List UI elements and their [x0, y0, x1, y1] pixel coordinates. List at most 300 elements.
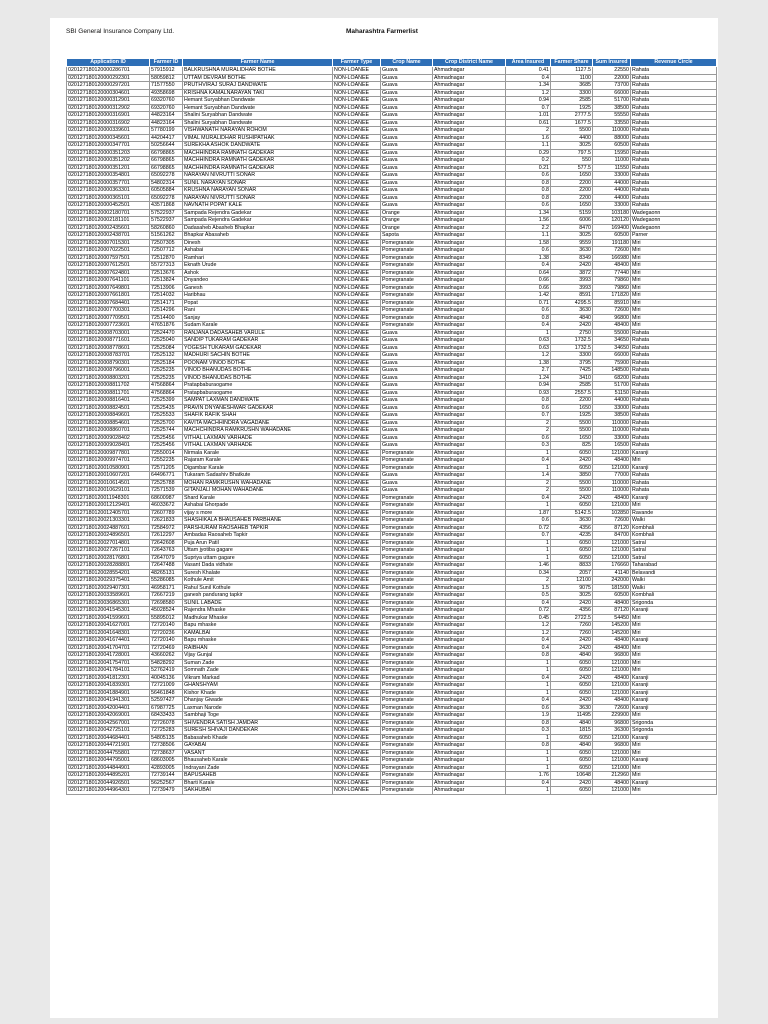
table-cell: 48265131 [150, 569, 183, 577]
table-cell: Ahmadnagar [433, 119, 506, 127]
table-cell: 2420 [551, 644, 593, 652]
table-cell: Hemant Suryabhan Dandwate [183, 104, 333, 112]
table-cell: Pomegranate [381, 704, 433, 712]
table-cell: NON-LOANEE [333, 119, 381, 127]
table-cell: Ahmadnagar [433, 187, 506, 195]
table-cell: 1.38 [506, 254, 551, 262]
table-cell: 9559 [551, 239, 593, 247]
table-cell: 3872 [551, 269, 593, 277]
table-cell: 2.7 [506, 367, 551, 375]
table-row [67, 599, 717, 607]
table-cell: ganesh pandurang tapkir [183, 592, 333, 600]
table-cell: 72739144 [150, 772, 183, 780]
table-cell: 4356 [551, 524, 593, 532]
table-row [67, 787, 717, 795]
table-cell: 0.8 [506, 652, 551, 660]
table-cell: Rahata [631, 359, 717, 367]
table-cell: 55895012 [150, 614, 183, 622]
table-cell: 121000 [593, 682, 631, 690]
table-cell: Pomegranate [381, 689, 433, 697]
table-cell: Pomegranate [381, 577, 433, 585]
table-cell: 51700 [593, 382, 631, 390]
table-cell: 60500 [593, 232, 631, 240]
table-cell: 0.94 [506, 97, 551, 105]
table-cell: 5500 [551, 427, 593, 435]
table-cell: 42893005 [150, 764, 183, 772]
table-row [67, 194, 717, 202]
table-cell: Ahmadnagar [433, 757, 506, 765]
table-cell: 67987725 [150, 704, 183, 712]
table-cell: 72667219 [150, 592, 183, 600]
table-cell: 020127180120044844901 [67, 764, 150, 772]
table-cell: Vasant Dada vidhate [183, 562, 333, 570]
table-cell: NON-LOANEE [333, 202, 381, 210]
table-cell: 1925 [551, 104, 593, 112]
table-row [67, 659, 717, 667]
table-cell: 3850 [551, 472, 593, 480]
table-row [67, 112, 717, 120]
table-cell: NON-LOANEE [333, 637, 381, 645]
table-cell: NON-LOANEE [333, 224, 381, 232]
table-cell: Ahmadnagar [433, 772, 506, 780]
table-cell: 22550 [593, 67, 631, 75]
table-cell: SAKHUBAI [183, 787, 333, 795]
table-cell: NON-LOANEE [333, 607, 381, 615]
table-cell: 102850 [593, 509, 631, 517]
table-cell: NON-LOANEE [333, 322, 381, 330]
table-cell: 6050 [551, 787, 593, 795]
table-cell: NON-LOANEE [333, 494, 381, 502]
table-row [67, 74, 717, 82]
table-body [67, 67, 717, 795]
table-cell: 72525456 [150, 434, 183, 442]
table-cell: 020127180120044795001 [67, 757, 150, 765]
table-cell: 1.2 [506, 352, 551, 360]
table-cell: 0.66 [506, 284, 551, 292]
table-row [67, 764, 717, 772]
table-cell: NON-LOANEE [333, 524, 381, 532]
table-cell: 121000 [593, 449, 631, 457]
table-cell: Rahata [631, 367, 717, 375]
table-cell: 0.72 [506, 607, 551, 615]
table-cell: 6050 [551, 659, 593, 667]
table-cell: 3300 [551, 352, 593, 360]
table-cell: 020127180120007661801 [67, 292, 150, 300]
table-row [67, 457, 717, 465]
table-cell: 66000 [593, 352, 631, 360]
table-cell: NON-LOANEE [333, 329, 381, 337]
table-cell: 020127180120041941301 [67, 697, 150, 705]
table-cell: 121000 [593, 547, 631, 555]
table-cell: NON-LOANEE [333, 599, 381, 607]
table-cell: 1 [506, 659, 551, 667]
table-cell: 0.8 [506, 314, 551, 322]
table-cell: NON-LOANEE [333, 539, 381, 547]
table-row [67, 277, 717, 285]
table-cell: NON-LOANEE [333, 629, 381, 637]
table-cell: 58059812 [150, 74, 183, 82]
table-cell: 5142.5 [551, 509, 593, 517]
table-cell: 020127180120044926501 [67, 779, 150, 787]
table-cell: Pomegranate [381, 307, 433, 315]
table-cell: Srigonda [631, 719, 717, 727]
table-cell: Ahmadnagar [433, 389, 506, 397]
table-cell: Rahata [631, 82, 717, 90]
table-cell: NON-LOANEE [333, 82, 381, 90]
table-cell: Pomegranate [381, 779, 433, 787]
table-cell: Miri [631, 269, 717, 277]
table-cell: NON-LOANEE [333, 704, 381, 712]
table-cell: Pomegranate [381, 607, 433, 615]
table-cell: Guava [381, 367, 433, 375]
table-cell: NON-LOANEE [333, 569, 381, 577]
table-cell: 33000 [593, 172, 631, 180]
table-cell: 44000 [593, 194, 631, 202]
table-row [67, 352, 717, 360]
table-cell: NON-LOANEE [333, 194, 381, 202]
table-cell: VINOD BHANUDAS BOTHE [183, 374, 333, 382]
table-cell: NON-LOANEE [333, 337, 381, 345]
table-cell: Rahata [631, 397, 717, 405]
table-cell: 4356 [551, 607, 593, 615]
table-cell: 48400 [593, 322, 631, 330]
table-cell: Ahmadnagar [433, 659, 506, 667]
table-cell: MACHHINDRA RAMNATH GADEKAR [183, 157, 333, 165]
table-cell: 020127180120021303301 [67, 517, 150, 525]
table-cell: NON-LOANEE [333, 427, 381, 435]
table-cell: Pomegranate [381, 727, 433, 735]
table-cell: 54802314 [150, 179, 183, 187]
table-cell: Ahmadnagar [433, 262, 506, 270]
column-header: Crop District Name [433, 59, 506, 67]
table-cell: 020127180120008811701 [67, 389, 150, 397]
table-cell: 0.5 [506, 592, 551, 600]
table-cell: 72507712 [150, 247, 183, 255]
table-cell: Ahmadnagar [433, 689, 506, 697]
table-cell: NON-LOANEE [333, 772, 381, 780]
table-row [67, 397, 717, 405]
company-name: SBI General Insurance Company Ltd. [66, 28, 175, 35]
table-cell: Pomegranate [381, 592, 433, 600]
table-cell: 57522937 [150, 217, 183, 225]
table-cell: 1 [506, 787, 551, 795]
table-row [67, 337, 717, 345]
document-page [50, 18, 718, 1018]
table-cell: 72720469 [150, 644, 183, 652]
table-cell: 64496771 [150, 472, 183, 480]
table-row [67, 329, 717, 337]
table-cell: Rahata [631, 412, 717, 420]
table-cell: Ahmadnagar [433, 232, 506, 240]
table-cell: 020127180120008854601 [67, 419, 150, 427]
table-row [67, 779, 717, 787]
table-row [67, 487, 717, 495]
table-cell: 11550 [593, 164, 631, 172]
table-cell: Vikram Markad [183, 674, 333, 682]
table-cell: NON-LOANEE [333, 764, 381, 772]
table-row [67, 562, 717, 570]
table-cell: Pratapbaburaogame [183, 382, 333, 390]
table-row [67, 427, 717, 435]
table-cell: Pomegranate [381, 262, 433, 270]
column-header: Revenue Circle [631, 59, 717, 67]
table-cell: 87120 [593, 607, 631, 615]
table-cell: Ahmadnagar [433, 134, 506, 142]
column-header: Farmer Type [333, 59, 381, 67]
table-cell: 6050 [551, 554, 593, 562]
table-cell: 2585 [551, 382, 593, 390]
table-cell: NON-LOANEE [333, 674, 381, 682]
table-cell: 6050 [551, 539, 593, 547]
table-cell: 48400 [593, 697, 631, 705]
table-cell: Rahata [631, 374, 717, 382]
table-cell: 96800 [593, 652, 631, 660]
table-cell: Guava [381, 337, 433, 345]
table-cell: Guava [381, 149, 433, 157]
table-cell: 4840 [551, 742, 593, 750]
table-cell: 020127180120000286701 [67, 67, 150, 75]
table-cell: Ahmadnagar [433, 727, 506, 735]
table-row [67, 359, 717, 367]
table-cell: Rahata [631, 157, 717, 165]
table-cell: Miri [631, 292, 717, 300]
table-cell: 121000 [593, 787, 631, 795]
table-cell: Ahmadnagar [433, 674, 506, 682]
table-cell: 54805135 [150, 734, 183, 742]
table-cell: Ashabai Ghorpade [183, 502, 333, 510]
table-cell: Rahata [631, 112, 717, 120]
table-cell: 020127180120008703001 [67, 329, 150, 337]
table-row [67, 509, 717, 517]
table-cell: NON-LOANEE [333, 397, 381, 405]
table-cell: Rahul Sunil Kothule [183, 584, 333, 592]
table-cell: NON-LOANEE [333, 442, 381, 450]
table-cell: 1 [506, 689, 551, 697]
table-cell: Rahata [631, 134, 717, 142]
table-row [67, 749, 717, 757]
table-row [67, 697, 717, 705]
table-cell: 72513676 [150, 269, 183, 277]
table-cell: Miri [631, 322, 717, 330]
table-cell: 77000 [593, 472, 631, 480]
table-cell: 72571539 [150, 487, 183, 495]
table-cell: 44823164 [150, 119, 183, 127]
table-cell: vijay s more [183, 509, 333, 517]
table-cell: Belavandi [631, 569, 717, 577]
table-cell: Ahmadnagar [433, 502, 506, 510]
table-cell: 1 [506, 464, 551, 472]
table-cell: Ahmadnagar [433, 104, 506, 112]
table-cell: 34650 [593, 344, 631, 352]
table-cell: 110000 [593, 427, 631, 435]
table-cell: 72513906 [150, 284, 183, 292]
table-cell: Ahmadnagar [433, 742, 506, 750]
table-cell: Eknath Urude [183, 262, 333, 270]
table-cell: 72525399 [150, 397, 183, 405]
table-cell: NON-LOANEE [333, 67, 381, 75]
table-cell: 0.4 [506, 322, 551, 330]
table-cell: Ahmadnagar [433, 719, 506, 727]
table-cell: 72525700 [150, 419, 183, 427]
table-cell: 020127180120007597501 [67, 254, 150, 262]
table-cell: Karanji [631, 607, 717, 615]
table-cell: Miri [631, 749, 717, 757]
table-cell: 51700 [593, 97, 631, 105]
table-cell: Rani [183, 307, 333, 315]
table-cell: 7425 [551, 367, 593, 375]
table-cell: Rahata [631, 194, 717, 202]
table-cell: Guava [381, 359, 433, 367]
table-cell: 72514032 [150, 292, 183, 300]
table-cell: 33000 [593, 434, 631, 442]
table-cell: 2 [506, 479, 551, 487]
table-cell: 72525184 [150, 359, 183, 367]
table-cell: 212960 [593, 772, 631, 780]
table-row [67, 607, 717, 615]
table-cell: Karanji [631, 449, 717, 457]
table-cell: 96800 [593, 719, 631, 727]
table-cell: Sudam Karale [183, 322, 333, 330]
table-cell: 3685 [551, 82, 593, 90]
table-cell: 1815 [551, 727, 593, 735]
table-cell: Pomegranate [381, 644, 433, 652]
table-cell: 0.4 [506, 262, 551, 270]
table-cell: Pomegranate [381, 584, 433, 592]
table-cell: 1.46 [506, 562, 551, 570]
table-cell: NON-LOANEE [333, 172, 381, 180]
table-cell: Ahmadnagar [433, 97, 506, 105]
table-cell: Miri [631, 314, 717, 322]
column-header: Farmer ID [150, 59, 183, 67]
table-cell: 6050 [551, 464, 593, 472]
table-cell: 0.6 [506, 202, 551, 210]
table-cell: NON-LOANEE [333, 742, 381, 750]
table-cell: 020127180120041839301 [67, 682, 150, 690]
table-cell: 4840 [551, 652, 593, 660]
table-cell: Miri [631, 652, 717, 660]
table-row [67, 472, 717, 480]
table-row [67, 727, 717, 735]
table-cell: 020127180120010580901 [67, 464, 150, 472]
table-cell: Rahata [631, 404, 717, 412]
table-cell: 55286085 [150, 577, 183, 585]
table-cell: 176660 [593, 562, 631, 570]
table-cell: 72525533 [150, 412, 183, 420]
table-cell: 121000 [593, 734, 631, 742]
table-cell: 145200 [593, 622, 631, 630]
table-row [67, 652, 717, 660]
table-cell: NON-LOANEE [333, 307, 381, 315]
table-cell: Ahmadnagar [433, 569, 506, 577]
table-cell: 47568864 [150, 389, 183, 397]
table-cell: Pomegranate [381, 674, 433, 682]
table-cell: 72621833 [150, 517, 183, 525]
table-cell: 020127180120010614501 [67, 479, 150, 487]
table-cell: 49358698 [150, 89, 183, 97]
table-row [67, 89, 717, 97]
table-cell: SHASHIKALA BHAUSAHEB PARBHANE [183, 517, 333, 525]
table-cell: 3025 [551, 592, 593, 600]
table-cell: 2750 [551, 329, 593, 337]
table-row [67, 569, 717, 577]
table-row [67, 382, 717, 390]
table-cell: MACHHINDRA RAMNATH GADEKAR [183, 164, 333, 172]
table-cell: 51561262 [150, 232, 183, 240]
table-cell: 020127180120000345601 [67, 134, 150, 142]
table-cell: Taharabad [631, 562, 717, 570]
table-cell: Ahmadnagar [433, 224, 506, 232]
table-cell: 72739479 [150, 787, 183, 795]
table-cell: 020127180120002435601 [67, 224, 150, 232]
table-cell: SUNIL LABADE [183, 599, 333, 607]
table-cell: NON-LOANEE [333, 352, 381, 360]
table-cell: Guava [381, 119, 433, 127]
table-row [67, 292, 717, 300]
table-cell: Rahata [631, 172, 717, 180]
table-cell: Ahmadnagar [433, 164, 506, 172]
table-cell: 5500 [551, 127, 593, 135]
table-cell: Guava [381, 202, 433, 210]
table-cell: 2420 [551, 637, 593, 645]
table-cell: 1 [506, 682, 551, 690]
table-cell: NON-LOANEE [333, 547, 381, 555]
table-cell: Pomegranate [381, 659, 433, 667]
table-cell: 1 [506, 734, 551, 742]
table-cell: Ahmadnagar [433, 734, 506, 742]
table-cell: 0.7 [506, 532, 551, 540]
table-cell: 7260 [551, 629, 593, 637]
table-cell: 1.5 [506, 584, 551, 592]
table-cell: 3630 [551, 704, 593, 712]
table-cell: 48400 [593, 262, 631, 270]
table-cell: UTTAM DEVRAM BOTHE [183, 74, 333, 82]
table-cell: Miri [631, 307, 717, 315]
table-cell: 57915912 [150, 67, 183, 75]
table-cell: POONAM VINOD BOTHE [183, 359, 333, 367]
table-cell: 1732.5 [551, 344, 593, 352]
table-cell: 58260860 [150, 224, 183, 232]
table-cell: Indrayani Zade [183, 764, 333, 772]
table-cell: Pomegranate [381, 239, 433, 247]
table-cell: 020127180120000365101 [67, 194, 150, 202]
table-cell: NON-LOANEE [333, 659, 381, 667]
table-cell: NON-LOANEE [333, 164, 381, 172]
table-cell: Miri [631, 622, 717, 630]
table-row [67, 419, 717, 427]
table-row [67, 742, 717, 750]
table-cell: Karanji [631, 697, 717, 705]
table-cell: 020127180120011948301 [67, 494, 150, 502]
table-cell: NON-LOANEE [333, 449, 381, 457]
table-cell: Ahmadnagar [433, 562, 506, 570]
table-cell: 020127180120000339601 [67, 127, 150, 135]
table-cell: 8591 [551, 292, 593, 300]
table-cell: Ahmadnagar [433, 412, 506, 420]
table-cell: Ahmadnagar [433, 764, 506, 772]
table-cell: 66798865 [150, 164, 183, 172]
table-cell: Uttam jyotiba gagare [183, 547, 333, 555]
table-cell: 1.6 [506, 134, 551, 142]
table-cell: 44823164 [150, 112, 183, 120]
table-cell: 1650 [551, 404, 593, 412]
table-cell: NON-LOANEE [333, 757, 381, 765]
table-cell: KRUSHNA NARAYAN SONAR [183, 187, 333, 195]
table-cell: Rahata [631, 187, 717, 195]
table-cell: Ahmadnagar [433, 217, 506, 225]
table-cell: 2200 [551, 397, 593, 405]
table-cell: 120120 [593, 217, 631, 225]
table-cell: Ahmadnagar [433, 299, 506, 307]
